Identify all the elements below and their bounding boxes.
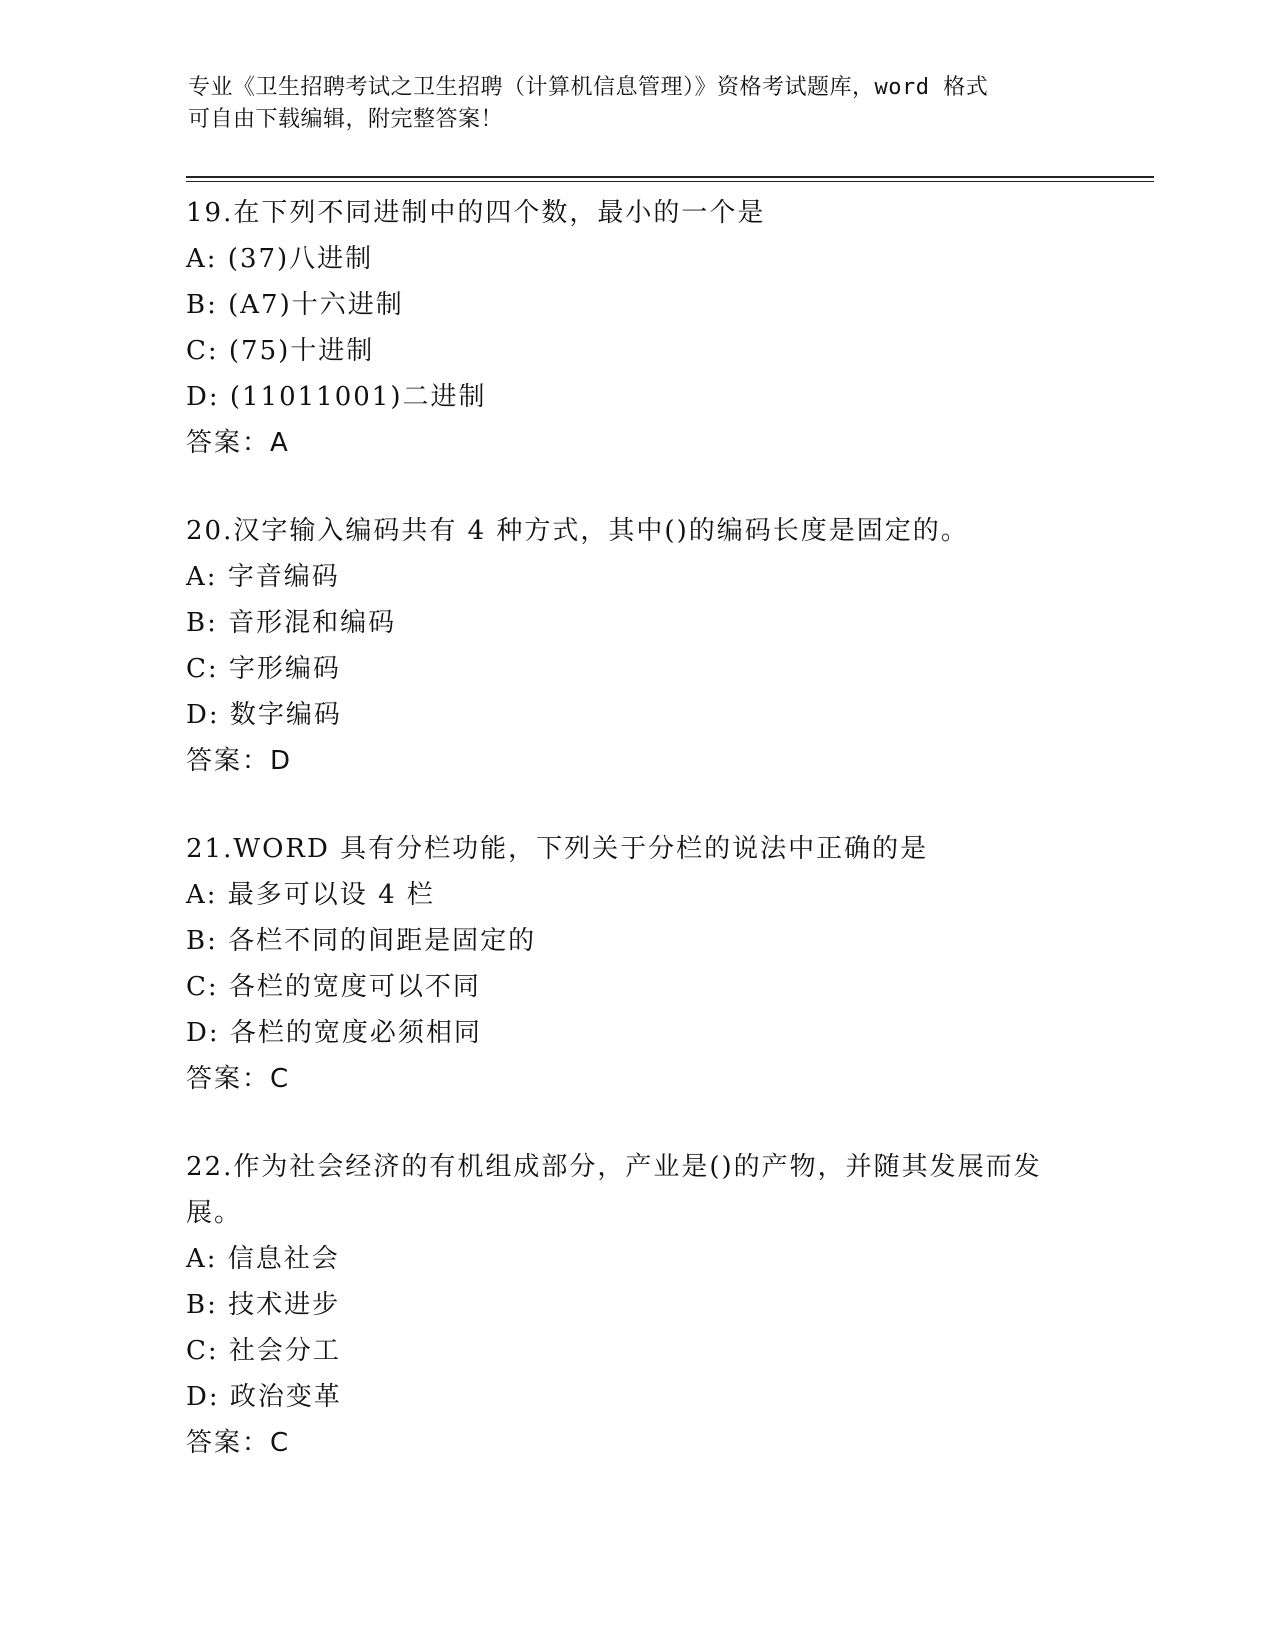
option-b: B: (A7)十六进制 [186, 290, 404, 320]
question-19 [186, 190, 1086, 466]
answer: 答案：A [186, 428, 290, 458]
question-20 [186, 508, 1086, 784]
answer: 答案：C [186, 1064, 291, 1094]
question-stem: 21.WORD 具有分栏功能，下列关于分栏的说法中正确的是 [186, 834, 929, 864]
option-c: C: 字形编码 [186, 654, 341, 684]
header-divider-thick [186, 176, 1154, 178]
option-a: A: (37)八进制 [186, 244, 374, 274]
option-c: C: 各栏的宽度可以不同 [186, 972, 481, 1002]
question-stem: 22.作为社会经济的有机组成部分，产业是()的产物，并随其发展而发展。 [186, 1152, 1042, 1228]
option-a: A: 字音编码 [186, 562, 340, 592]
answer: 答案：C [186, 1428, 291, 1458]
option-d: D: 各栏的宽度必须相同 [186, 1018, 482, 1048]
header-line-1: 专业《卫生招聘考试之卫生招聘（计算机信息管理）》资格考试题库，word 格式 [188, 75, 989, 100]
option-b: B: 音形混和编码 [186, 608, 397, 638]
header-line-2: 可自由下载编辑，附完整答案！ [188, 107, 504, 132]
header-divider-thin [186, 181, 1154, 182]
option-d: D: 数字编码 [186, 700, 342, 730]
option-c: C: 社会分工 [186, 1336, 341, 1366]
option-d: D: (11011001)二进制 [186, 382, 487, 412]
option-b: B: 技术进步 [186, 1290, 341, 1320]
answer: 答案：D [186, 746, 293, 776]
question-stem: 19.在下列不同进制中的四个数，最小的一个是 [186, 198, 766, 228]
option-b: B: 各栏不同的间距是固定的 [186, 926, 537, 956]
question-22 [186, 1144, 1086, 1466]
option-c: C: (75)十进制 [186, 336, 375, 366]
question-stem: 20.汉字输入编码共有 4 种方式，其中()的编码长度是固定的。 [186, 516, 969, 546]
option-a: A: 信息社会 [186, 1244, 340, 1274]
question-21 [186, 826, 1086, 1102]
option-d: D: 政治变革 [186, 1382, 342, 1412]
option-a: A: 最多可以设 4 栏 [186, 880, 435, 910]
question-list [186, 190, 1086, 1466]
document-header [188, 72, 1088, 136]
